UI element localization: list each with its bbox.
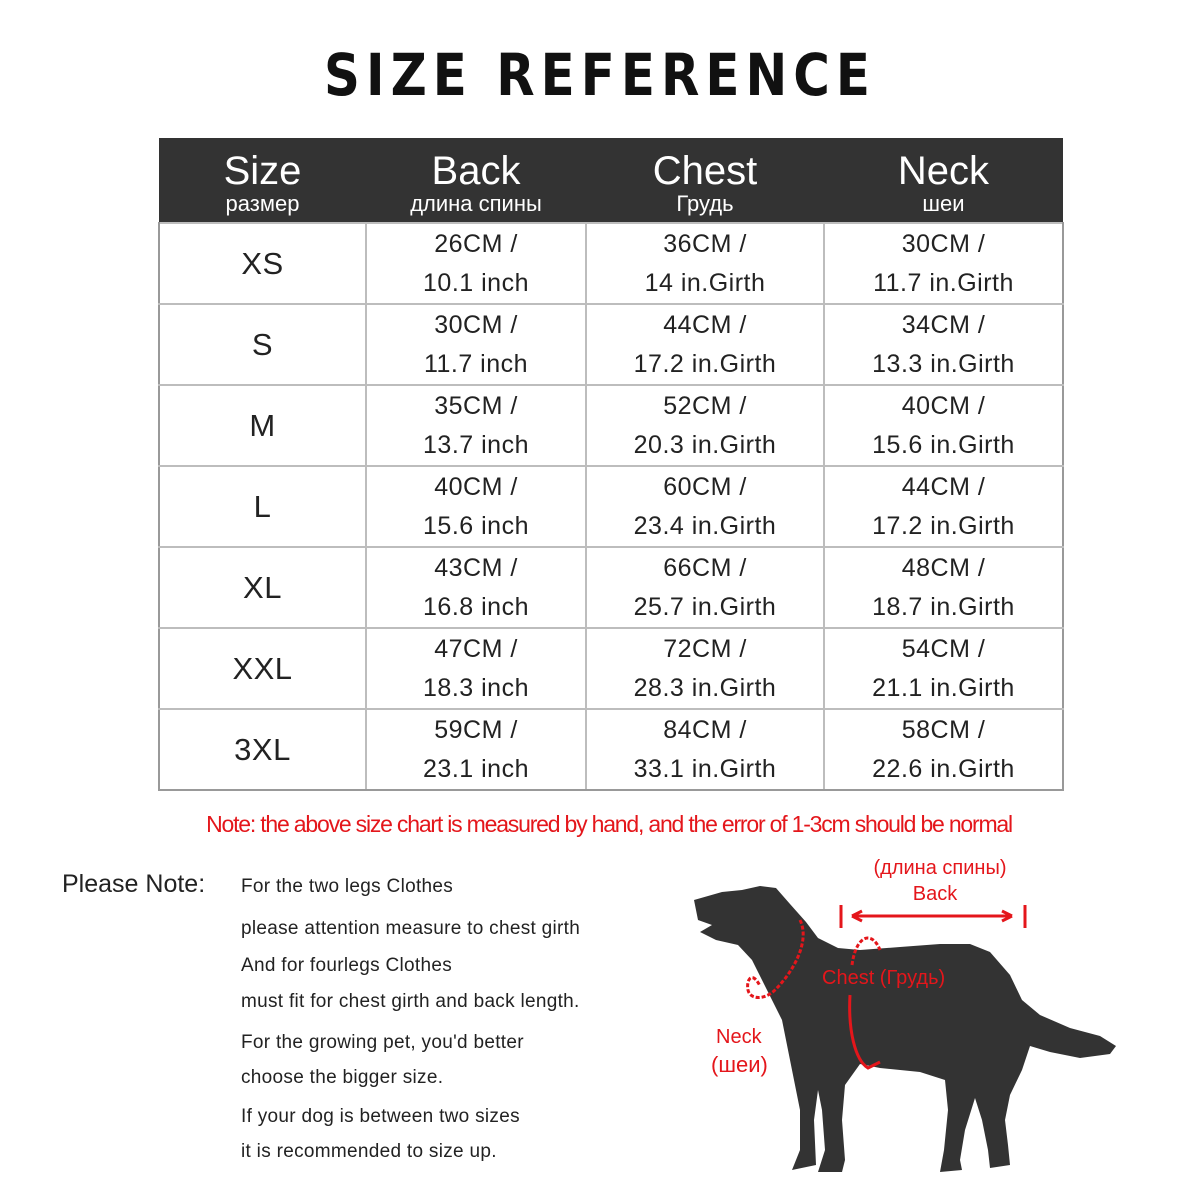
back-cm: 30CM / [434,310,518,339]
back-inch: 13.7 inch [423,430,529,459]
please-note-label: Please Note: [62,870,206,898]
header-en: Chest [652,149,758,193]
header-ru: Грудь [676,191,734,216]
neck-cm: 44CM / [901,472,986,501]
back-inch: 16.8 inch [423,592,529,621]
chest-inch: 25.7 in.Girth [633,592,777,621]
page-title: SIZE REFERENCE [324,41,876,109]
back-cm: 47CM / [434,634,518,663]
back-inch: 23.1 inch [423,754,529,783]
size-cell: XL [159,547,366,628]
chest-cm: 60CM / [663,472,747,501]
chest-cm: 52CM / [663,391,747,420]
note-line: it is recommended to size up. [241,1141,497,1162]
chest-inch: 23.4 in.Girth [633,511,777,540]
neck-cm: 30CM / [901,229,986,258]
back-cm: 35CM / [434,391,518,420]
note-line: For the two legs Clothes [241,876,454,897]
header-en: Back [431,149,521,193]
note-line: please attention measure to chest girth [241,918,581,939]
back-label-ru: (длина спины) [873,857,1007,879]
neck-cm: 48CM / [901,553,986,582]
header-en: Neck [897,149,990,193]
neck-cm: 54CM / [901,634,986,663]
neck-label-ru: (шеи) [711,1052,768,1077]
size-cell: XS [159,223,366,304]
size-cell: L [159,466,366,547]
chest-cm: 66CM / [663,553,747,582]
neck-inch: 22.6 in.Girth [872,754,1015,783]
neck-inch: 17.2 in.Girth [872,511,1015,540]
size-cell: 3XL [159,709,366,790]
chest-cm: 72CM / [663,634,747,663]
neck-cm: 58CM / [901,715,986,744]
back-inch: 15.6 inch [423,511,529,540]
note-line: choose the bigger size. [241,1067,444,1088]
chest-cm: 44CM / [663,310,747,339]
measurement-note: Note: the above size chart is measured by hand, and the error of 1-3cm should be normal [206,811,1012,837]
note-line: If your dog is between two sizes [241,1106,520,1127]
note-line: must fit for chest girth and back length. [241,991,580,1012]
back-cm: 43CM / [434,553,518,582]
chest-cm: 36CM / [663,229,747,258]
chest-inch: 14 in.Girth [644,268,766,297]
back-label: Back [912,883,958,905]
neck-inch: 21.1 in.Girth [872,673,1015,702]
back-cm: 26CM / [434,229,518,258]
back-cm: 40CM / [434,472,518,501]
back-cm: 59CM / [434,715,518,744]
chest-label: Chest (Грудь) [822,967,946,989]
size-cell: M [159,385,366,466]
chest-inch: 20.3 in.Girth [633,430,777,459]
neck-inch: 13.3 in.Girth [872,349,1015,378]
back-inch: 18.3 inch [423,673,529,702]
chest-inch: 28.3 in.Girth [633,673,777,702]
header-ru: размер [225,191,300,216]
chest-inch: 17.2 in.Girth [633,349,777,378]
header-ru: длина спины [410,191,542,216]
back-inch: 10.1 inch [423,268,529,297]
neck-cm: 34CM / [901,310,986,339]
note-line: And for fourlegs Clothes [241,955,453,976]
header-ru: шеи [922,191,965,216]
neck-label: Neck [716,1026,762,1048]
chest-cm: 84CM / [663,715,747,744]
size-cell: S [159,304,366,385]
neck-inch: 18.7 in.Girth [872,592,1015,621]
chest-inch: 33.1 in.Girth [633,754,777,783]
size-cell: XXL [159,628,366,709]
note-line: For the growing pet, you'd better [241,1032,524,1053]
neck-inch: 11.7 in.Girth [873,268,1014,297]
neck-inch: 15.6 in.Girth [872,430,1015,459]
back-inch: 11.7 inch [423,349,529,378]
header-en: Size [223,149,302,193]
neck-cm: 40CM / [901,391,986,420]
